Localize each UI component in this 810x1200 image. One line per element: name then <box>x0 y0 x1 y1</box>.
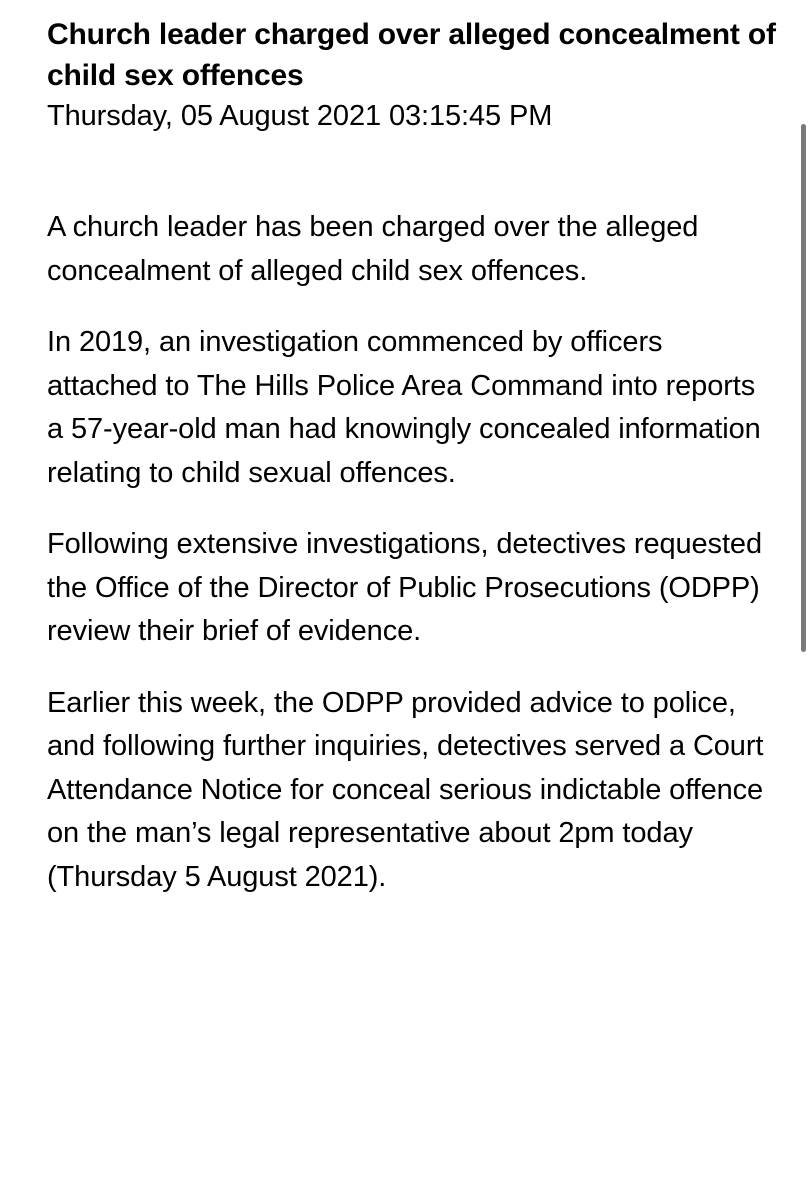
article-body <box>47 206 777 899</box>
article-paragraph-3: Following extensive investigations, detectives requested the Office of the Director of Public Prosecutions (ODPP) review their brief of evidence. <box>47 528 762 647</box>
article-paragraph-2: In 2019, an investigation commenced by officers attached to The Hills Police Area Command into reports a 57-year-old man had knowingly concealed information relating to child sexual offences. <box>47 326 761 489</box>
article-paragraph-1: A church leader has been charged over the alleged concealment of alleged child sex offences. <box>47 211 699 287</box>
article-paragraph-4: Earlier this week, the ODPP provided advice to police, and following further inquiries, detectives served a Court Attendance Notice for conceal serious indictable offence on the man’s legal representative about 2pm today (Thursday 5 August 2021). <box>47 686 764 893</box>
article-date: Thursday, 05 August 2021 03:15:45 PM <box>47 100 553 132</box>
article-headline: Church leader charged over alleged concealment of child sex offences <box>47 18 776 92</box>
article <box>47 14 777 927</box>
scrollbar-thumb[interactable] <box>801 124 806 652</box>
